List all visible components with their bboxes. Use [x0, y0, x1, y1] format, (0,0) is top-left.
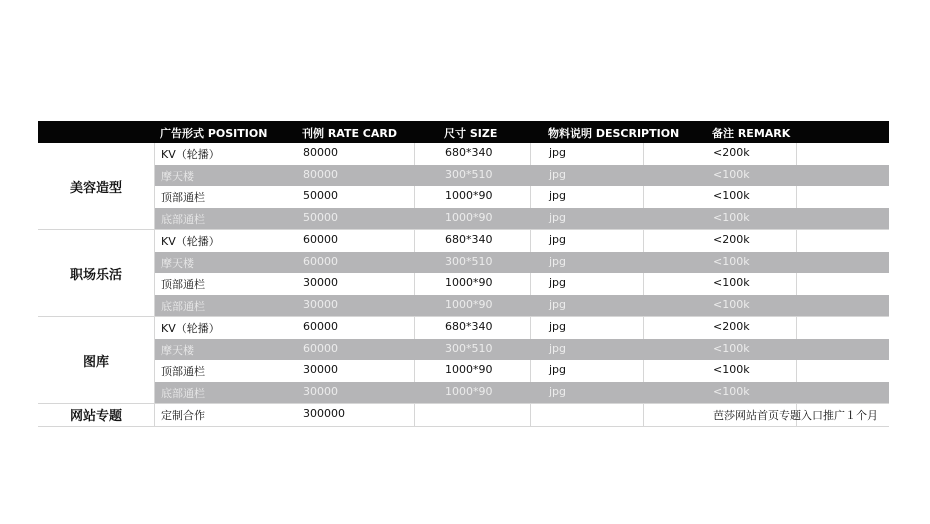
cell-position: 顶部通栏: [161, 191, 205, 204]
cell-remark: <100k: [713, 276, 750, 289]
cell-size: 1000*90: [445, 189, 493, 202]
table-row: [155, 273, 889, 295]
cell-size: 1000*90: [445, 297, 493, 311]
cell-position: 底部通栏: [161, 386, 205, 400]
cell-position: 摩天楼: [161, 343, 194, 357]
cell-remark: <100k: [713, 363, 750, 376]
header-size: 尺寸 SIZE: [444, 127, 498, 140]
cell-description: jpg: [549, 341, 567, 355]
cell-remark: <100k: [713, 210, 750, 224]
cell-description: jpg: [549, 384, 567, 398]
cell-size: 680*340: [445, 320, 493, 333]
cell-description: jpg: [549, 189, 567, 202]
cell-remark: <100k: [713, 167, 750, 181]
cell-remark: <100k: [713, 189, 750, 202]
group-rows: [155, 230, 889, 316]
table-row: [155, 165, 889, 187]
cell-position: 底部通栏: [161, 212, 205, 226]
group-rows: [155, 317, 889, 403]
cell-size: 680*340: [445, 233, 493, 246]
cell-position: 底部通栏: [161, 299, 205, 313]
table-row: [155, 317, 889, 339]
row-group: [38, 143, 889, 230]
row-group: [38, 230, 889, 317]
header-position: 广告形式 POSITION: [160, 127, 268, 140]
table-row: [155, 208, 889, 230]
header-description: 物料说明 DESCRIPTION: [548, 127, 680, 140]
table-row: [155, 230, 889, 252]
table-row: [155, 143, 889, 165]
cell-description: jpg: [549, 297, 567, 311]
cell-remark: <200k: [713, 146, 750, 159]
cell-rate: 300000: [303, 407, 345, 420]
cell-size: 1000*90: [445, 363, 493, 376]
group-name: 网站专题: [38, 404, 155, 426]
table-row: [155, 360, 889, 382]
cell-remark: 芭莎网站首页专题入口推广１个月: [713, 409, 878, 422]
cell-size: 1000*90: [445, 210, 493, 224]
cell-position: 顶部通栏: [161, 278, 205, 291]
cell-rate: 50000: [303, 210, 338, 224]
cell-description: jpg: [549, 320, 567, 333]
table-row: [155, 186, 889, 208]
cell-rate: 30000: [303, 297, 338, 311]
table-row: [155, 404, 889, 426]
cell-size: 680*340: [445, 146, 493, 159]
group-rows: [155, 404, 889, 426]
cell-position: 顶部通栏: [161, 365, 205, 378]
cell-remark: <100k: [713, 341, 750, 355]
cell-position: 摩天楼: [161, 256, 194, 270]
cell-position: KV（轮播）: [161, 148, 220, 161]
rate-card-table: [38, 121, 889, 427]
cell-position: 定制合作: [161, 409, 205, 422]
cell-size: 300*510: [445, 254, 493, 268]
cell-remark: <100k: [713, 384, 750, 398]
table-row: [155, 252, 889, 274]
group-name: 图库: [38, 317, 155, 403]
cell-remark: <100k: [713, 297, 750, 311]
table-row: [155, 339, 889, 361]
cell-position: 摩天楼: [161, 169, 194, 183]
table-row: [155, 382, 889, 404]
cell-rate: 60000: [303, 341, 338, 355]
cell-rate: 80000: [303, 167, 338, 181]
cell-position: KV（轮播）: [161, 322, 220, 335]
cell-remark: <100k: [713, 254, 750, 268]
table-header: [38, 121, 889, 143]
cell-position: KV（轮播）: [161, 235, 220, 248]
cell-size: 1000*90: [445, 384, 493, 398]
row-group: [38, 317, 889, 404]
table-body: [38, 143, 889, 427]
cell-rate: 80000: [303, 146, 338, 159]
cell-rate: 30000: [303, 384, 338, 398]
table-row: [155, 295, 889, 317]
row-group: [38, 404, 889, 427]
cell-description: jpg: [549, 233, 567, 246]
cell-description: jpg: [549, 363, 567, 376]
cell-rate: 60000: [303, 233, 338, 246]
cell-description: jpg: [549, 167, 567, 181]
cell-rate: 60000: [303, 320, 338, 333]
cell-rate: 30000: [303, 276, 338, 289]
cell-rate: 50000: [303, 189, 338, 202]
header-rate-card: 刊例 RATE CARD: [302, 127, 397, 140]
cell-rate: 60000: [303, 254, 338, 268]
group-rows: [155, 143, 889, 229]
cell-description: jpg: [549, 210, 567, 224]
cell-description: jpg: [549, 146, 567, 159]
cell-remark: <200k: [713, 233, 750, 246]
cell-description: jpg: [549, 254, 567, 268]
cell-remark: <200k: [713, 320, 750, 333]
group-name: 职场乐活: [38, 230, 155, 316]
header-remark: 备注 REMARK: [712, 127, 791, 140]
group-name: 美容造型: [38, 143, 155, 229]
cell-rate: 30000: [303, 363, 338, 376]
cell-size: 1000*90: [445, 276, 493, 289]
cell-size: 300*510: [445, 341, 493, 355]
cell-size: 300*510: [445, 167, 493, 181]
cell-description: jpg: [549, 276, 567, 289]
